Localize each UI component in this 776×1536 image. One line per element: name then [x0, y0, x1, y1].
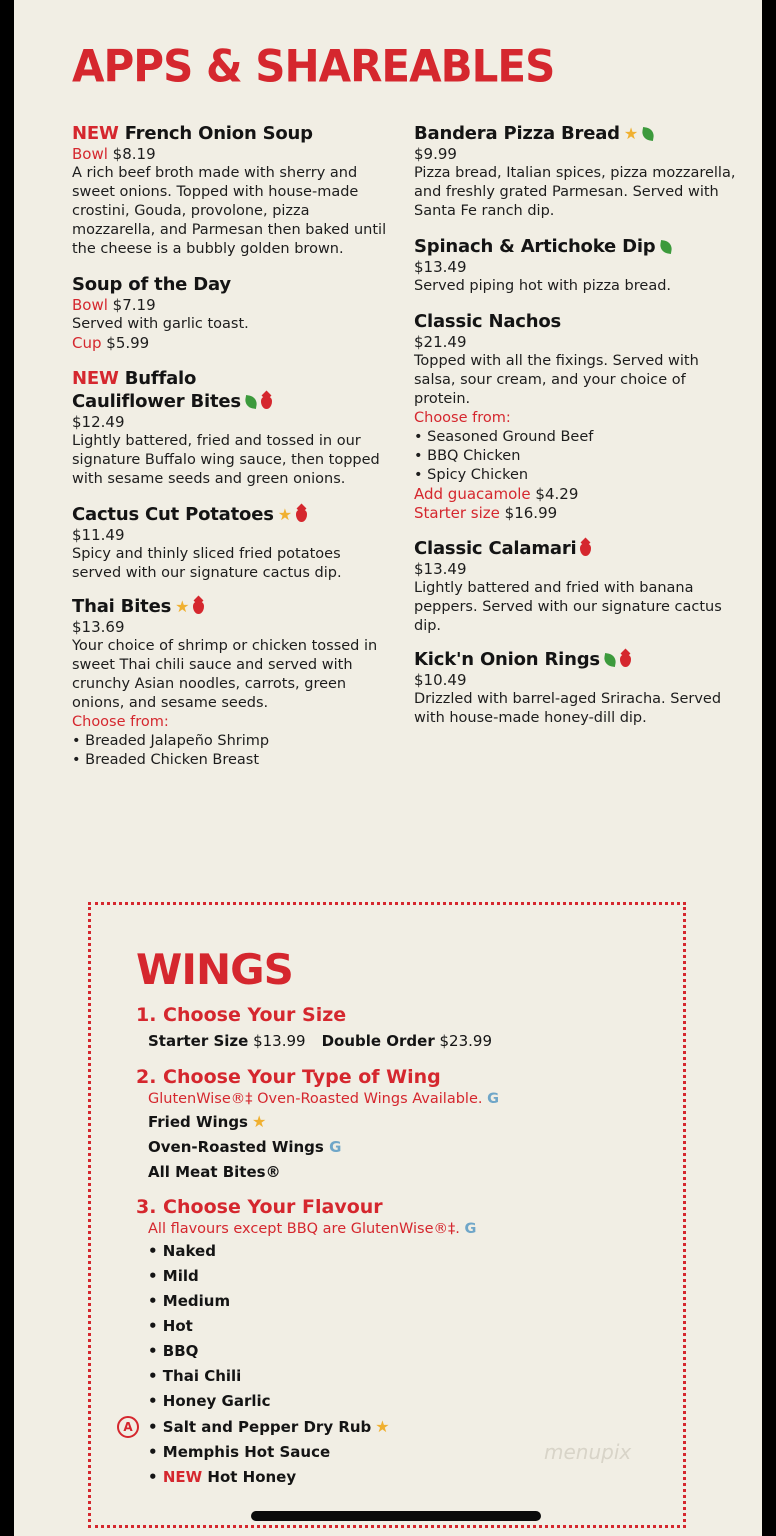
gluten-wise-icon: G [329, 1138, 342, 1156]
item-name-text: French Onion Soup [118, 123, 313, 144]
new-badge: NEW [72, 123, 119, 144]
item-price: $13.49 [414, 258, 467, 276]
menu-item-buffalo-cauliflower-bites [72, 367, 392, 489]
menu-item-thai-bites [72, 595, 392, 770]
item-price: $12.49 [72, 413, 125, 431]
step-heading: 1. Choose Your Size [136, 1004, 347, 1026]
star-icon: ★ [375, 1417, 390, 1436]
flavour-item: • Honey Garlic [148, 1392, 271, 1410]
item-description: Served piping hot with pizza bread. [414, 278, 672, 294]
item-name-text: Spinach & Artichoke Dip [414, 236, 656, 257]
item-price: $10.49 [414, 671, 467, 689]
wing-type-text: Fried Wings [148, 1113, 248, 1131]
menu-item-kickn-onion-rings [414, 648, 744, 728]
note-text: GlutenWise®‡ Oven-Roasted Wings Available. [148, 1091, 483, 1107]
new-badge: NEW [162, 1468, 203, 1486]
item-price: $13.49 [414, 560, 467, 578]
starter-size-price: $13.99 [248, 1032, 306, 1050]
spicy-flame-icon [620, 654, 631, 667]
double-order-label: Double Order [321, 1032, 435, 1050]
item-description: A rich beef broth made with sherry and sweet onions. Topped with house-made crostini, Gouda, provolone, pizza mozzarella, and Parmesan then baked until the cheese is a bubbly golden brown. [72, 165, 387, 257]
add-guacamole [414, 485, 744, 504]
item-price [72, 296, 392, 315]
flavour-item: • Hot [148, 1317, 193, 1335]
item-name [414, 648, 744, 671]
flavour-item: • BBQ [148, 1342, 199, 1360]
watermark: menupix [544, 1440, 632, 1464]
spicy-flame-icon [261, 396, 272, 409]
spicy-flame-icon [193, 601, 204, 614]
wings-step-type [136, 1065, 676, 1185]
item-description: Pizza bread, Italian spices, pizza mozzarella, and freshly grated Parmesan. Served with Santa Fe ranch dip. [414, 165, 736, 219]
item-name-text: Classic Calamari [414, 538, 577, 559]
vegetarian-leaf-icon [244, 395, 258, 409]
option-item: • Seasoned Ground Beef [414, 429, 594, 445]
item-name: Soup of the Day [72, 274, 231, 295]
price-label: Bowl [72, 145, 108, 163]
home-indicator[interactable] [251, 1511, 541, 1521]
item-name [72, 595, 392, 618]
section-heading: APPS & SHAREABLES [72, 40, 555, 93]
item-name-text: Cauliflower Bites [72, 391, 241, 412]
item-name [72, 122, 392, 145]
vegetarian-leaf-icon [603, 653, 617, 667]
a-circle-icon: A [117, 1416, 139, 1438]
menu-item-soup-of-the-day [72, 273, 392, 353]
menu-item-classic-calamari [414, 537, 744, 636]
right-column [414, 122, 744, 740]
price-value: $4.29 [530, 485, 579, 503]
item-name [72, 503, 392, 526]
star-icon: ★ [277, 505, 292, 524]
note-text: All flavours except BBQ are GlutenWise®‡. [148, 1221, 460, 1237]
option-item: • Breaded Jalapeño Shrimp [72, 733, 270, 749]
gluten-wise-icon: G [464, 1221, 477, 1237]
flavour-item: • Thai Chili [148, 1367, 242, 1385]
item-description: Lightly battered, fried and tossed in our signature Buffalo wing sauce, then topped with sesame seeds and green onions. [72, 433, 380, 487]
price-label: Add guacamole [414, 485, 531, 503]
item-price: $9.99 [414, 145, 457, 163]
flavour-item [136, 1465, 676, 1490]
spicy-flame-icon [296, 509, 307, 522]
item-description: Lightly battered and fried with banana peppers. Served with our signature cactus dip. [414, 580, 722, 634]
flavour-item: • Naked [148, 1242, 216, 1260]
option-item: • Breaded Chicken Breast [72, 752, 260, 768]
price-value: $8.19 [107, 145, 156, 163]
star-icon: ★ [623, 124, 638, 143]
wing-type [136, 1135, 676, 1160]
flavour-text: • Salt and Pepper Dry Rub [148, 1418, 372, 1436]
flavour-item [136, 1414, 676, 1440]
glutenwise-note [136, 1219, 676, 1239]
option-item: • BBQ Chicken [414, 448, 521, 464]
double-order-price: $23.99 [434, 1032, 493, 1050]
menu-item-french-onion-soup [72, 122, 392, 259]
wing-type: All Meat Bites® [148, 1163, 281, 1181]
left-column [72, 122, 392, 782]
item-price: $21.49 [414, 333, 467, 351]
item-name [414, 235, 744, 258]
item-name [414, 122, 744, 145]
item-price: $13.69 [72, 618, 125, 636]
flavour-item: • Memphis Hot Sauce [148, 1443, 331, 1461]
price-value: $16.99 [499, 504, 558, 522]
wings-step-size [136, 1003, 676, 1054]
choose-from-label: Choose from: [414, 410, 511, 426]
spicy-flame-icon [580, 543, 591, 556]
star-icon: ★ [252, 1112, 267, 1131]
step-heading: 2. Choose Your Type of Wing [136, 1066, 441, 1088]
menu-item-spinach-artichoke-dip [414, 235, 744, 296]
menu-item-bandera-pizza-bread [414, 122, 744, 221]
item-description: Topped with all the fixings. Served with salsa, sour cream, and your choice of protein. [414, 353, 699, 407]
star-icon: ★ [175, 597, 190, 616]
item-description: Served with garlic toast. [72, 316, 249, 332]
item-name: Classic Nachos [414, 311, 562, 332]
flavour-text: Hot Honey [202, 1468, 297, 1486]
item-name-text: Thai Bites [72, 596, 172, 617]
item-price: $11.49 [72, 526, 125, 544]
menu-item-classic-nachos [414, 310, 744, 523]
price-value: $5.99 [101, 334, 150, 352]
item-name-text: Buffalo [118, 368, 197, 389]
wing-type-text: Oven-Roasted Wings [148, 1138, 324, 1156]
price-value: $7.19 [107, 296, 156, 314]
item-name [414, 537, 744, 560]
menu-item-cactus-cut-potatoes [72, 503, 392, 583]
vegetarian-leaf-icon [641, 127, 655, 141]
item-name-text: Kick'n Onion Rings [414, 649, 600, 670]
price-label: Bowl [72, 296, 108, 314]
step-heading: 3. Choose Your Flavour [136, 1196, 383, 1218]
price-label: Cup [72, 334, 102, 352]
starter-size-label: Starter Size [148, 1032, 249, 1050]
wings-heading: WINGS [136, 945, 293, 994]
new-badge: NEW [72, 368, 119, 389]
item-description: Your choice of shrimp or chicken tossed in sweet Thai chili sauce and served with crunchy Asian noodles, carrots, green onions, and sesame seeds. [72, 638, 378, 711]
flavour-item: • Mild [148, 1267, 199, 1285]
option-item: • Spicy Chicken [414, 467, 529, 483]
flavour-item: • Medium [148, 1292, 231, 1310]
price-label: Starter size [414, 504, 500, 522]
gluten-wise-icon: G [487, 1091, 499, 1107]
item-name [72, 367, 392, 390]
bullet: • [148, 1468, 163, 1486]
item-name-text: Bandera Pizza Bread [414, 123, 620, 144]
vegetarian-leaf-icon [659, 240, 673, 254]
starter-size [414, 504, 744, 523]
size-options [136, 1029, 676, 1054]
item-price-cup [72, 334, 392, 353]
choose-from-label: Choose from: [72, 714, 169, 730]
glutenwise-note [136, 1089, 676, 1109]
item-price [72, 145, 392, 164]
item-name-text: Cactus Cut Potatoes [72, 504, 274, 525]
menu-page [14, 0, 762, 1536]
item-description: Drizzled with barrel-aged Sriracha. Served with house-made honey-dill dip. [414, 691, 722, 726]
item-description: Spicy and thinly sliced fried potatoes served with our signature cactus dip. [72, 546, 342, 581]
wing-type [136, 1109, 676, 1135]
item-name-line2 [72, 390, 392, 413]
